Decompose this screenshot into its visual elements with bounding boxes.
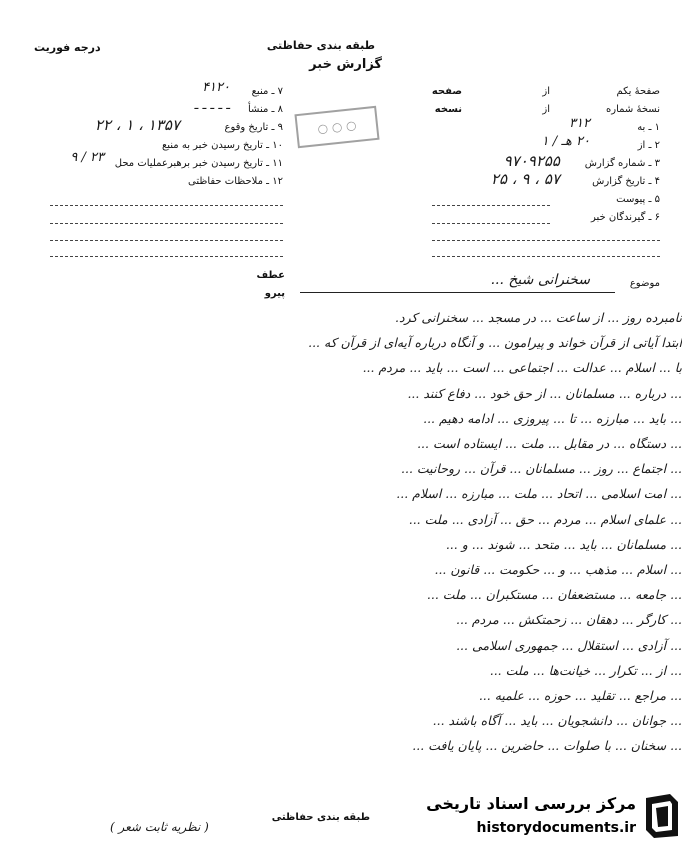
field-from-label: ۲ ـ از xyxy=(637,140,660,151)
urgency-label: درجه فوریت xyxy=(34,41,101,54)
body-line: ... جوانان ... دانشجویان ... باید ... آگاه باشند ... xyxy=(432,713,682,729)
field-report-date-value: ۵۷ ، ۹ ، ۲۵ xyxy=(490,170,560,188)
field-source-received-label: ۱۰ ـ تاریخ رسیدن خبر به منبع xyxy=(161,140,283,151)
field-ops-received-label: ۱۱ ـ تاریخ رسیدن خبر برهبرعملیات محل xyxy=(114,158,283,169)
dotted-line xyxy=(432,205,550,206)
body-line: ... کارگر ... دهقان ... زحمتکش ... مردم ... xyxy=(455,612,682,628)
report-body xyxy=(22,305,682,810)
field-to-value: ۳۱۲ xyxy=(569,116,590,131)
copy-word: نسخه xyxy=(434,104,462,115)
report-title: گزارش خبر xyxy=(309,57,382,72)
body-line: ... جامعه ... مستضعفان ... مستکبران ... ملت ... xyxy=(426,587,682,603)
archive-url: historydocuments.ir xyxy=(476,820,636,836)
body-line: نامبرده روز ... از ساعت ... در مسجد ... سخنرانی کرد. xyxy=(395,310,682,325)
dotted-line xyxy=(50,256,283,257)
field-source-label: ۷ ـ منبع xyxy=(251,86,283,97)
field-occurrence-date-value: ۱۳۵۷ ، ۱ ، ۲۲ xyxy=(94,116,180,134)
body-line: با ... اسلام ... عدالت ... اجتماعی ... است ... باید ... مردم ... xyxy=(362,360,682,376)
archive-name: مرکز بررسی اسناد تاریخی xyxy=(426,794,636,813)
field-security-notes-label: ۱۲ ـ ملاحظات حفاظتی xyxy=(188,176,283,187)
field-ops-received-value: ۲۳ / ۹ xyxy=(70,150,104,165)
dotted-line xyxy=(432,256,660,257)
dotted-line xyxy=(432,223,550,224)
subject-value: سخنرانی شیخ ... xyxy=(490,272,590,288)
field-report-number-value: ۹۷۰۹۲۵۵ xyxy=(503,152,560,170)
body-line: ... اسلام ... مذهب ... و ... حکومت ... قانون ... xyxy=(434,562,682,578)
follow-label: پیرو xyxy=(264,288,285,299)
field-from-value: ۲۰ هـ / ۱ xyxy=(541,134,590,149)
archive-logo-icon xyxy=(640,792,684,840)
field-attachment-label: ۵ ـ پیوست xyxy=(616,194,660,205)
dotted-line xyxy=(50,205,283,206)
body-line: ... باید ... مبارزه ... تا ... پیروزی ... ادامه دهیم ... xyxy=(423,410,682,426)
field-origin-value: ـ ـ ـ ـ ـ xyxy=(194,98,230,113)
field-recipients-label: ۶ ـ گیرندگان خبر xyxy=(590,212,660,223)
classification-bottom: طبقه بندی حفاظتی xyxy=(271,812,370,823)
body-line: ... امت اسلامی ... اتحاد ... ملت ... مبارزه ... اسلام ... xyxy=(396,486,682,502)
classification-top: طبقه بندی حفاظتی xyxy=(266,39,375,52)
dotted-line xyxy=(50,240,283,241)
field-origin-label: ۸ ـ منشأ xyxy=(247,104,283,115)
page-of-label: از xyxy=(542,86,550,97)
body-line: ... سخنان ... با صلوات ... حاضرین ... پایان یافت ... xyxy=(412,738,682,754)
subject-label: موضوع xyxy=(629,278,660,289)
footer-note: ( نظریه ثابت شعر ) xyxy=(110,820,209,834)
field-report-number-label: ۳ ـ شماره گزارش xyxy=(584,158,660,169)
body-line: ... مسلمانان ... باید ... متحد ... شوند ... و ... xyxy=(445,536,682,552)
copy-label: نسخهٔ شماره xyxy=(606,104,660,115)
body-line: ابتدا آیاتی از قرآن خواند و پیرامون ... و آنگاه درباره آیه‌ای از قرآن که ... xyxy=(308,335,682,351)
page-word: صفحه xyxy=(431,86,462,97)
body-line: ... از ... تکرار ... خیانت‌ها ... ملت ... xyxy=(489,662,682,678)
ref-label: عطف xyxy=(256,270,285,281)
copy-of-label: از xyxy=(542,104,550,115)
archive-watermark xyxy=(426,788,686,846)
dotted-line xyxy=(432,240,660,241)
body-line: ... درباره ... مسلمانان ... از حق خود ... دفاع کنند ... xyxy=(407,385,682,401)
body-line: ... مراجع ... تقلید ... حوزه ... علمیه ... xyxy=(478,688,682,704)
field-to-label: ۱ ـ به xyxy=(637,122,660,133)
dotted-line xyxy=(50,223,283,224)
faded-stamp: ○ ○ ○ xyxy=(294,106,379,148)
field-source-value: ۴۱۲۰ xyxy=(202,80,230,95)
body-line: ... دستگاه ... در مقابل ... ملت ... ایستاده است ... xyxy=(417,436,682,452)
page-label: صفحهٔ یکم xyxy=(616,86,660,97)
field-report-date-label: ۴ ـ تاریخ گزارش xyxy=(592,176,660,187)
subject-underline xyxy=(300,292,615,293)
body-line: ... آزادی ... استقلال ... جمهوری اسلامی ... xyxy=(456,637,682,653)
body-line: ... علمای اسلام ... مردم ... حق ... آزادی ... ملت ... xyxy=(408,511,682,527)
field-occurrence-date-label: ۹ ـ تاریخ وقوع xyxy=(224,122,283,133)
body-line: ... اجتماع ... روز ... مسلمانان ... قرآن ... روحانیت ... xyxy=(401,461,682,477)
